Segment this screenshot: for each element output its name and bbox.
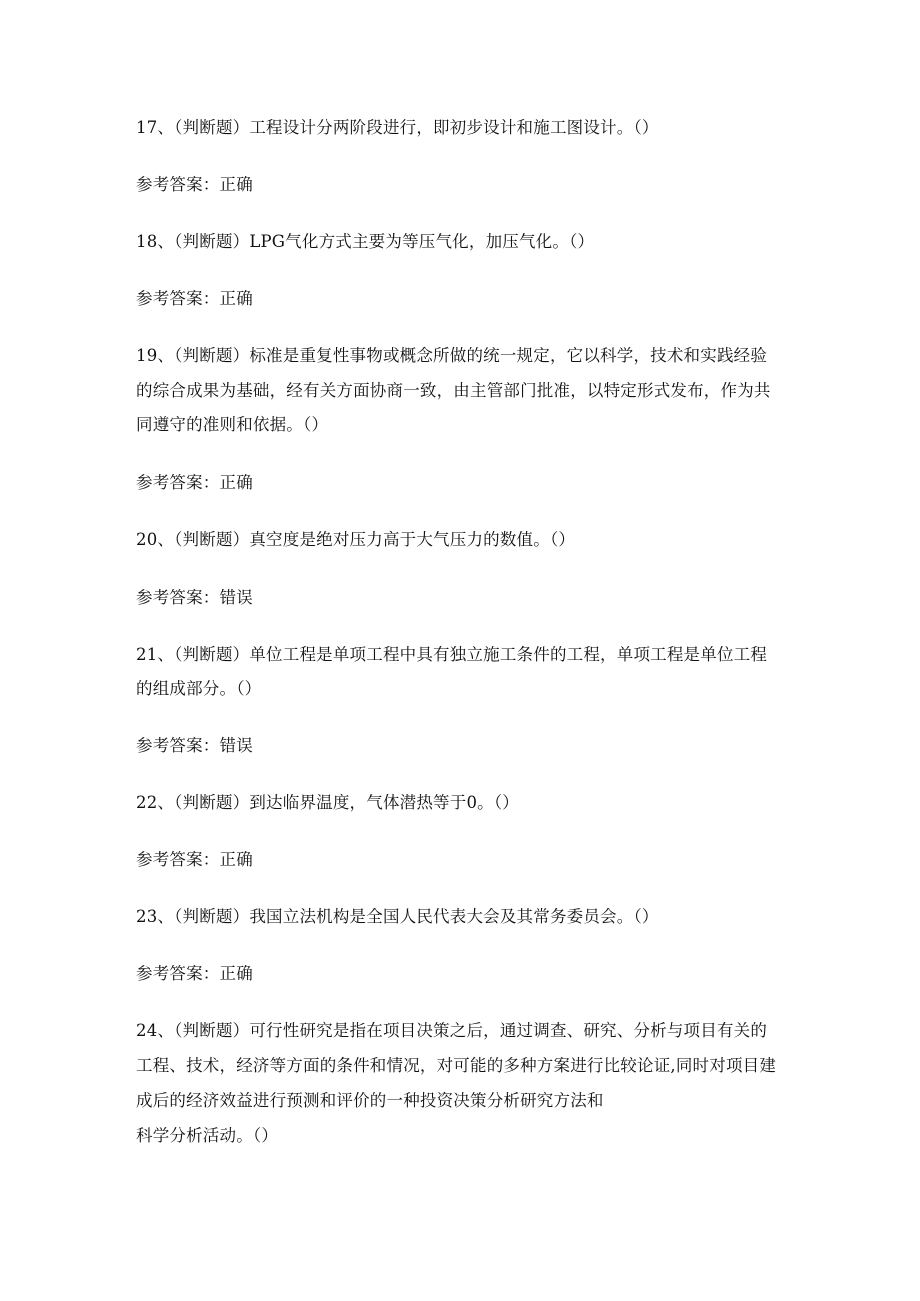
question-21-line-1: 21、（判断题）单位工程是单项工程中具有独立施工条件的工程，单项工程是单位工程 xyxy=(136,645,768,664)
question-22-line-1: 22、（判断题）到达临界温度，气体潜热等于0。（） xyxy=(136,793,519,812)
question-18-answer: 参考答案：正确 xyxy=(136,289,253,308)
question-23-line-1: 23、（判断题）我国立法机构是全国人民代表大会及其常务委员会。（） xyxy=(136,907,659,926)
question-24-line-3: 成后的经济效益进行预测和评价的一种投资决策分析研究方法和 xyxy=(136,1091,604,1110)
question-21-answer: 参考答案：错误 xyxy=(136,736,253,755)
question-19-line-3: 同遵守的准则和依据。（） xyxy=(136,415,329,434)
question-17-answer: 参考答案：正确 xyxy=(136,175,253,194)
question-18-line-1: 18、（判断题）LPG气化方式主要为等压气化，加压气化。（） xyxy=(136,232,595,251)
question-24-line-4: 科学分析活动。（） xyxy=(136,1126,279,1145)
question-22-answer: 参考答案：正确 xyxy=(136,850,253,869)
question-17-line-1: 17、（判断题）工程设计分两阶段进行，即初步设计和施工图设计。（） xyxy=(136,118,659,137)
question-23-answer: 参考答案：正确 xyxy=(136,964,253,983)
question-24-line-1: 24、（判断题）可行性研究是指在项目决策之后，通过调查、研究、分析与项目有关的 xyxy=(136,1021,768,1040)
question-19-line-2: 的综合成果为基础，经有关方面协商一致，由主管部门批准，以特定形式发布，作为共 xyxy=(136,381,771,400)
question-19-answer: 参考答案：正确 xyxy=(136,473,253,492)
question-20-answer: 参考答案：错误 xyxy=(136,588,253,607)
question-20-line-1: 20、（判断题）真空度是绝对压力高于大气压力的数值。（） xyxy=(136,530,576,549)
question-24-line-2: 工程、技术，经济等方面的条件和情况，对可能的多种方案进行比较论证,同时对项目建 xyxy=(136,1056,777,1075)
question-21-line-2: 的组成部分。（） xyxy=(136,679,262,698)
question-19-line-1: 19、（判断题）标准是重复性事物或概念所做的统一规定，它以科学，技术和实践经验 xyxy=(136,346,768,365)
